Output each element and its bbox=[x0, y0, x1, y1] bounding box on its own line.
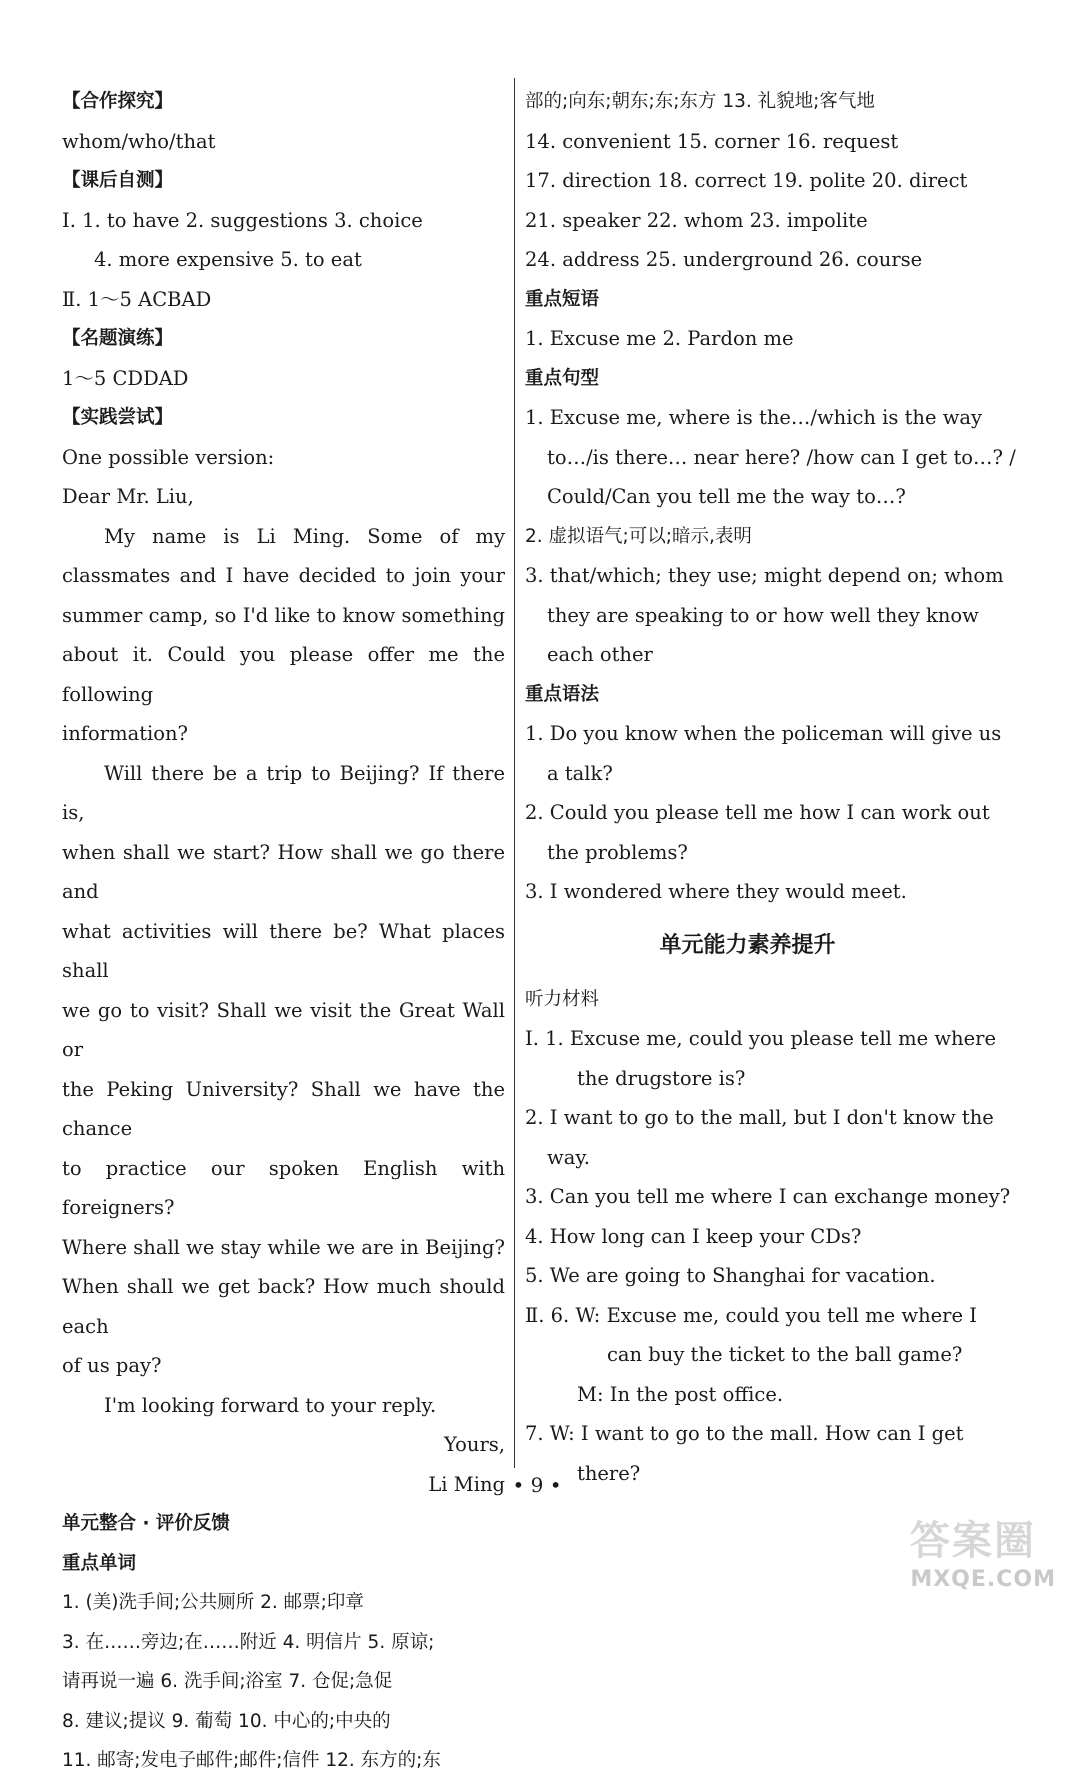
letter-line: Where shall we stay while we are in Beijing? bbox=[62, 1235, 505, 1259]
section-heading-kehou: 【课后自测】 bbox=[62, 170, 174, 191]
vocab-line: 21. speaker 22. whom 23. impolite bbox=[525, 208, 868, 232]
sentence-line: Could/Can you tell me the way to…? bbox=[547, 485, 906, 508]
letter-line: the Peking University? Shall we have the chance bbox=[62, 1077, 505, 1140]
letter-intro: One possible version: bbox=[62, 445, 275, 469]
listening-line: there? bbox=[577, 1461, 641, 1485]
letter-line: information? bbox=[62, 722, 189, 745]
vocab-line: 17. direction 18. correct 19. polite 20. direct bbox=[525, 169, 968, 192]
watermark-url: MXQE.COM bbox=[910, 1567, 1056, 1592]
grammar-line: 1. Do you know when the policeman will give us bbox=[525, 722, 1002, 745]
vocab-line: 14. convenient 15. corner 16. request bbox=[525, 129, 899, 153]
vocab-line: 11. 邮寄;发电子邮件;邮件;信件 12. 东方的;东 bbox=[62, 1750, 441, 1771]
letter-line: to practice our spoken English with foreigners? bbox=[62, 1156, 505, 1219]
grammar-line: 2. Could you please tell me how I can work out bbox=[525, 801, 990, 824]
section-heading-shijian: 【实践尝试】 bbox=[62, 407, 174, 428]
vocab-line: 3. 在……旁边;在……附近 4. 明信片 5. 原谅; bbox=[62, 1631, 435, 1653]
grammar-line: a talk? bbox=[547, 761, 613, 785]
answer-mingti: 1～5 CDDAD bbox=[62, 366, 189, 390]
listening-line: 2. I want to go to the mall, but I don't know the bbox=[525, 1106, 994, 1129]
vocab-line: 1. (美)洗手间;公共厕所 2. 邮票;印章 bbox=[62, 1592, 364, 1613]
letter-line: when shall we start? How shall we go there and bbox=[62, 840, 505, 903]
letter-line: classmates and I have decided to join your bbox=[62, 564, 505, 587]
answer-kehou-2: Ⅱ. 1～5 ACBAD bbox=[62, 287, 212, 311]
listening-line: Ⅰ. 1. Excuse me, could you please tell me where bbox=[525, 1027, 996, 1050]
sentence-line: each other bbox=[547, 643, 653, 666]
letter-line: of us pay? bbox=[62, 1354, 162, 1377]
section-title: 单元能力素养提升 bbox=[659, 932, 836, 958]
section-heading-juxing: 重点句型 bbox=[525, 367, 600, 389]
letter-line: My name is Li Ming. Some of my bbox=[104, 524, 505, 548]
section-heading-danci: 重点单词 bbox=[62, 1552, 137, 1574]
column-divider bbox=[514, 78, 515, 1468]
listening-line: 7. W: I want to go to the mall. How can I get bbox=[525, 1422, 964, 1445]
letter-line: we go to visit? Shall we visit the Great Wall or bbox=[62, 998, 505, 1061]
answer-kehou-1a: Ⅰ. 1. to have 2. suggestions 3. choice bbox=[62, 208, 423, 232]
phrase-line: 1. Excuse me 2. Pardon me bbox=[525, 327, 794, 350]
listening-line: the drugstore is? bbox=[577, 1066, 746, 1090]
section-heading-hezuo: 【合作探究】 bbox=[62, 91, 174, 112]
listening-line: M: In the post office. bbox=[577, 1382, 784, 1406]
sentence-line: 3. that/which; they use; might depend on; whom bbox=[525, 564, 1004, 587]
letter-line: about it. Could you please offer me the following bbox=[62, 643, 505, 706]
vocab-line: 请再说一遍 6. 洗手间;浴室 7. 仓促;急促 bbox=[62, 1671, 393, 1692]
section-heading-duanyu: 重点短语 bbox=[525, 288, 600, 310]
vocab-line: 24. address 25. underground 26. course bbox=[525, 248, 923, 271]
left-column bbox=[62, 82, 505, 1781]
vocab-line: 8. 建议;提议 9. 葡萄 10. 中心的;中央的 bbox=[62, 1710, 391, 1732]
sentence-line: 2. 虚拟语气;可以;暗示,表明 bbox=[525, 525, 752, 547]
right-column bbox=[525, 82, 1016, 1493]
watermark-logo bbox=[896, 1512, 1056, 1592]
letter-line: Will there be a trip to Beijing? If there is, bbox=[62, 761, 505, 824]
listening-line: 4. How long can I keep your CDs? bbox=[525, 1224, 862, 1248]
letter-line: summer camp, so I'd like to know something bbox=[62, 603, 505, 627]
letter-paragraph-3: I'm looking forward to your reply. bbox=[104, 1393, 437, 1417]
letter-paragraph-1 bbox=[62, 517, 505, 754]
sentence-line: to…/is there… near here? /how can I get to…? / bbox=[547, 445, 1016, 469]
letter-line: When shall we get back? How much should each bbox=[62, 1275, 505, 1338]
grammar-line: 3. I wondered where they would meet. bbox=[525, 880, 907, 903]
listening-line: can buy the ticket to the ball game? bbox=[607, 1343, 963, 1366]
listening-heading: 听力材料 bbox=[525, 988, 600, 1010]
letter-line: what activities will there be? What places shall bbox=[62, 919, 505, 982]
vocab-line: 部的;向东;朝东;东;东方 13. 礼貌地;客气地 bbox=[525, 91, 875, 112]
listening-line: way. bbox=[547, 1145, 590, 1169]
page-number: • 9 • bbox=[512, 1473, 562, 1497]
letter-closing: Yours, bbox=[443, 1433, 505, 1456]
section-heading-danyuan: 单元整合 · 评价反馈 bbox=[62, 1513, 230, 1534]
watermark-chinese: 答案圈 bbox=[910, 1518, 1036, 1564]
listening-line: 3. Can you tell me where I can exchange money? bbox=[525, 1185, 1011, 1208]
section-heading-yufa: 重点语法 bbox=[525, 683, 600, 705]
sentence-line: 1. Excuse me, where is the…/which is the way bbox=[525, 406, 983, 429]
listening-line: 5. We are going to Shanghai for vacation. bbox=[525, 1264, 936, 1287]
section-heading-mingti: 【名题演练】 bbox=[62, 328, 174, 349]
letter-salutation: Dear Mr. Liu, bbox=[62, 485, 194, 508]
sentence-line: they are speaking to or how well they know bbox=[547, 603, 979, 627]
answer-hezuo: whom/who/that bbox=[62, 129, 216, 153]
letter-paragraph-2 bbox=[62, 754, 505, 1386]
answer-kehou-1b: 4. more expensive 5. to eat bbox=[94, 248, 362, 271]
grammar-line: the problems? bbox=[547, 840, 688, 864]
letter-signature: Li Ming bbox=[428, 1472, 505, 1496]
listening-line: Ⅱ. 6. W: Excuse me, could you tell me where I bbox=[525, 1303, 977, 1327]
